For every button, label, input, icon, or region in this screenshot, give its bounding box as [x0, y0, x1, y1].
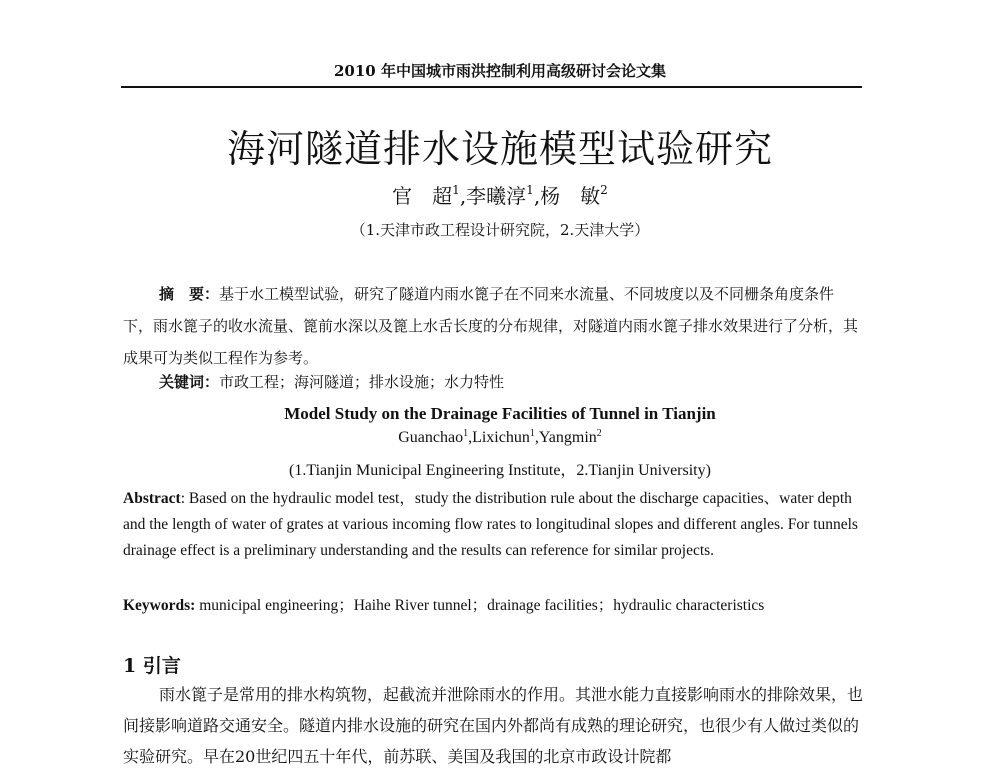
english-affiliations: (1.Tianjin Municipal Engineering Institute，2.Tianjin University) — [289, 462, 711, 479]
author-affil-mark: 2 — [600, 183, 608, 197]
section-body: 雨水篦子是常用的排水构筑物，起截流并泄除雨水的作用。其泄水能力直接影响雨水的排除效果，也间接影响道路交通安全。隧道内排水设施的研究在国内外都尚有成熟的理论研究，也很少有人做过类似的实验研究。早在20世纪四五十年代，前苏联、美国及我国的北京市政设计院都 — [123, 685, 864, 766]
chinese-keywords — [159, 371, 864, 392]
author-separator: , — [534, 429, 539, 446]
section-number: 1 — [123, 655, 137, 677]
author-name: 杨 敏 — [540, 184, 601, 208]
author-name: 李曦淳 — [466, 184, 527, 208]
author-affil-mark: 2 — [596, 428, 602, 439]
abstract-text: : Based on the hydraulic model test，study the distribution rule about the discharge capacities、water depth and the length of water of grates at various incoming flow rates to longitudinal slopes and different angles. For tunnels drainage effect is a preliminary understanding and the results can reference for similar projects. — [123, 490, 858, 559]
keywords-text: 市政工程；海河隧道；排水设施；水力特性 — [219, 373, 505, 391]
english-abstract — [123, 486, 868, 564]
chinese-abstract — [123, 278, 864, 374]
english-keywords — [123, 593, 868, 615]
affiliations: （1.天津市政工程设计研究院，2.天津大学） — [350, 221, 650, 239]
header-rule — [121, 86, 862, 88]
author-separator: , — [459, 184, 467, 208]
author-name: 官 超 — [392, 184, 453, 208]
abstract-label: Abstract — [123, 490, 181, 507]
paper-title: 海河隧道排水设施模型试验研究 — [226, 127, 773, 171]
keywords-text: municipal engineering；Haihe River tunnel；drainage facilities；hydraulic characteristics — [195, 597, 765, 614]
author-affil-mark: 1 — [463, 428, 469, 439]
abstract-text: 基于水工模型试验，研究了隧道内雨水篦子在不同来水流量、不同坡度以及不同栅条角度条件下，雨水篦子的收水流量、篦前水深以及篦上水舌长度的分布规律，对隧道内雨水篦子排水效果进行了分析，其成果可为类似工程作为参考。 — [123, 285, 859, 367]
abstract-label: 摘 要： — [159, 285, 220, 303]
author-affil-mark: 1 — [529, 428, 535, 439]
english-author-list — [0, 428, 1000, 447]
keywords-label: 关键词： — [159, 373, 220, 391]
section-title: 引言 — [142, 655, 181, 677]
author-affil-mark: 1 — [452, 183, 460, 197]
author-name: Lixichun — [472, 429, 530, 446]
author-list — [0, 180, 1000, 209]
author-name: Guanchao — [398, 429, 464, 446]
section-heading — [123, 651, 181, 678]
author-name: Yangmin — [538, 429, 597, 446]
english-title: Model Study on the Drainage Facilities of Tunnel in Tianjin — [284, 404, 716, 423]
author-separator: , — [533, 184, 541, 208]
author-separator: , — [468, 429, 473, 446]
running-header: 2010 年中国城市雨洪控制利用高级研讨会论文集 — [334, 62, 666, 80]
keywords-label: Keywords: — [123, 597, 196, 614]
author-affil-mark: 1 — [526, 183, 534, 197]
